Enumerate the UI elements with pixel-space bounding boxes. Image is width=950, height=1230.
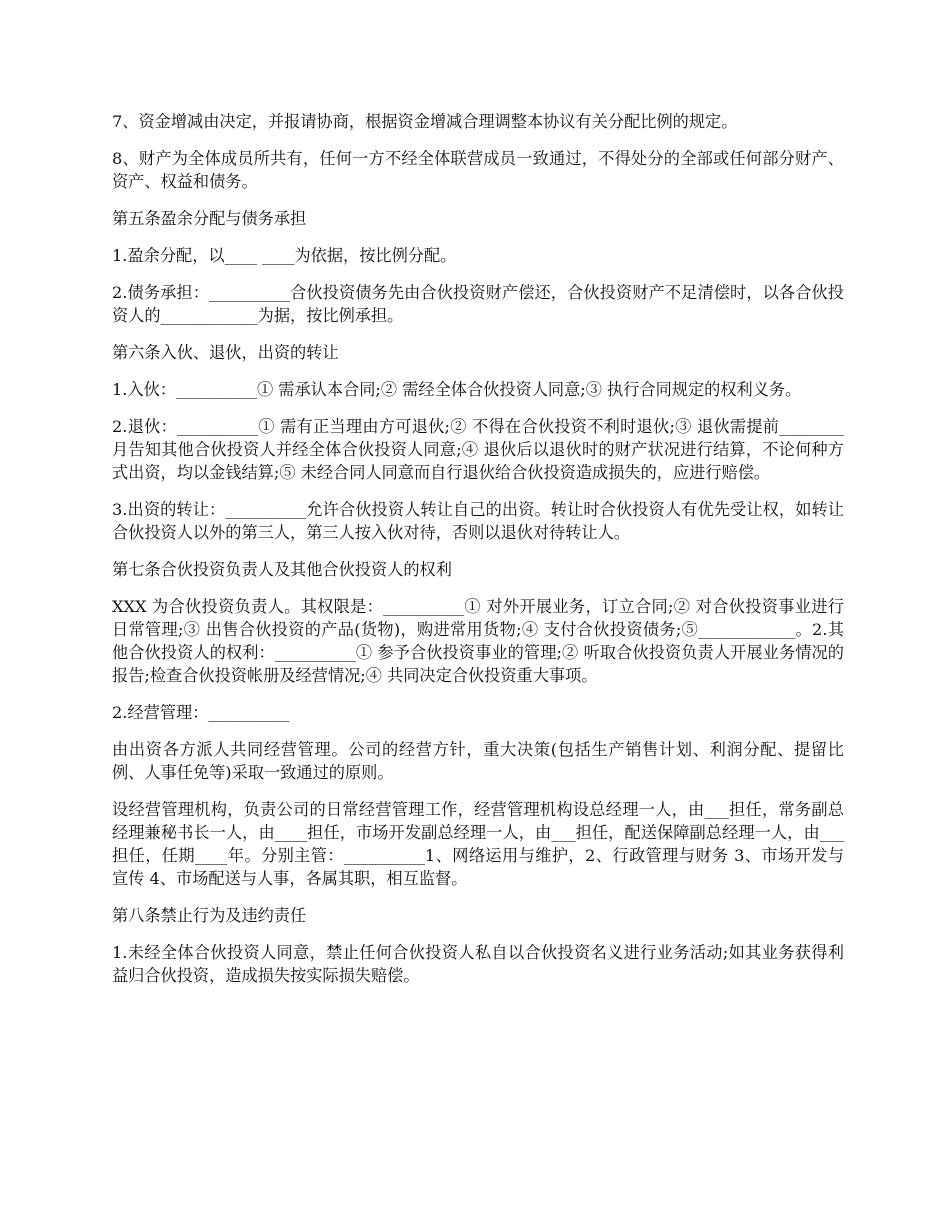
prohibited-acts: 1.未经全体合伙投资人同意，禁止任何合伙投资人私自以合伙投资名义进行业务活动;如其业务获得利益归合伙投资，造成损失按实际损失赔偿。 — [112, 943, 844, 985]
joint-management-principle: 由出资各方派人共同经营管理。公司的经营方针，重大决策(包括生产销售计划、利润分配、提留比例、人事任免等)采取一致通过的原则。 — [112, 740, 844, 782]
document-page — [112, 110, 844, 1001]
joining-partnership: 1.入伙：__________① 需承认本合同;② 需经全体合伙投资人同意;③ 执行合同规定的权利义务。 — [112, 380, 802, 399]
article-6-heading: 第六条入伙、退伙，出资的转让 — [112, 343, 339, 362]
clause-8-property-ownership: 8、财产为全体成员所共有，任何一方不经全体联营成员一致通过，不得处分的全部或任何部分财产、资产、权益和债务。 — [112, 149, 844, 191]
manager-rights: XXX 为合伙投资负责人。其权限是：__________① 对外开展业务，订立合同;② 对合伙投资事业进行日常管理;③ 出售合伙投资的产品(货物)，购进常用货物;④ 支付合伙投资债务;⑤____________。2.其他合伙投资人的权利：__________① 参予合伙投资事业的管理;② 听取合伙投资负责人开展业务情况的报告;检查合伙投资帐册及经营情况;④ 共同决定合伙投资重大事项。 — [112, 597, 844, 685]
article-8-heading: 第八条禁止行为及违约责任 — [112, 906, 307, 925]
withdrawal: 2.退伙：__________① 需有正当理由方可退伙;② 不得在合伙投资不利时退伙;③ 退伙需提前________月告知其他合伙投资人并经全体合伙投资人同意;④ 退伙后以退伙时的财产状况进行结算，不论何种方式出资，均以金钱结算;⑤ 未经合同人同意而自行退伙给合伙投资造成损失的，应进行赔偿。 — [112, 417, 844, 482]
article-5-heading: 第五条盈余分配与债务承担 — [112, 209, 307, 228]
business-management: 2.经营管理：__________ — [112, 703, 290, 722]
article-7-heading: 第七条合伙投资负责人及其他合伙投资人的权利 — [112, 560, 452, 579]
debt-bearing: 2.债务承担：__________合伙投资债务先由合伙投资财产偿还，合伙投资财产不足清偿时，以各合伙投资人的____________为据，按比例承担。 — [112, 283, 844, 325]
surplus-distribution: 1.盈余分配，以____ ____为依据，按比例分配。 — [112, 246, 457, 265]
management-structure: 设经营管理机构，负责公司的日常经营管理工作，经营管理机构设总经理一人，由___担任，常务副总经理兼秘书长一人，由____担任，市场开发副总经理一人，由___担任，配送保障副总经理一人，由___担任，任期____年。分别主管：__________1、网络运用与维护，2、行政管理与财务 3、市场开发与宣传 4、市场配送与人事，各属其职，相互监督。 — [112, 800, 844, 888]
clause-7-capital-change: 7、资金增减由决定，并报请协商，根据资金增减合理调整本协议有关分配比例的规定。 — [112, 112, 738, 131]
capital-transfer: 3.出资的转让：__________允许合伙投资人转让自己的出资。转让时合伙投资人有优先受让权，如转让合伙投资人以外的第三人，第三人按入伙对待，否则以退伙对待转让人。 — [112, 500, 844, 542]
